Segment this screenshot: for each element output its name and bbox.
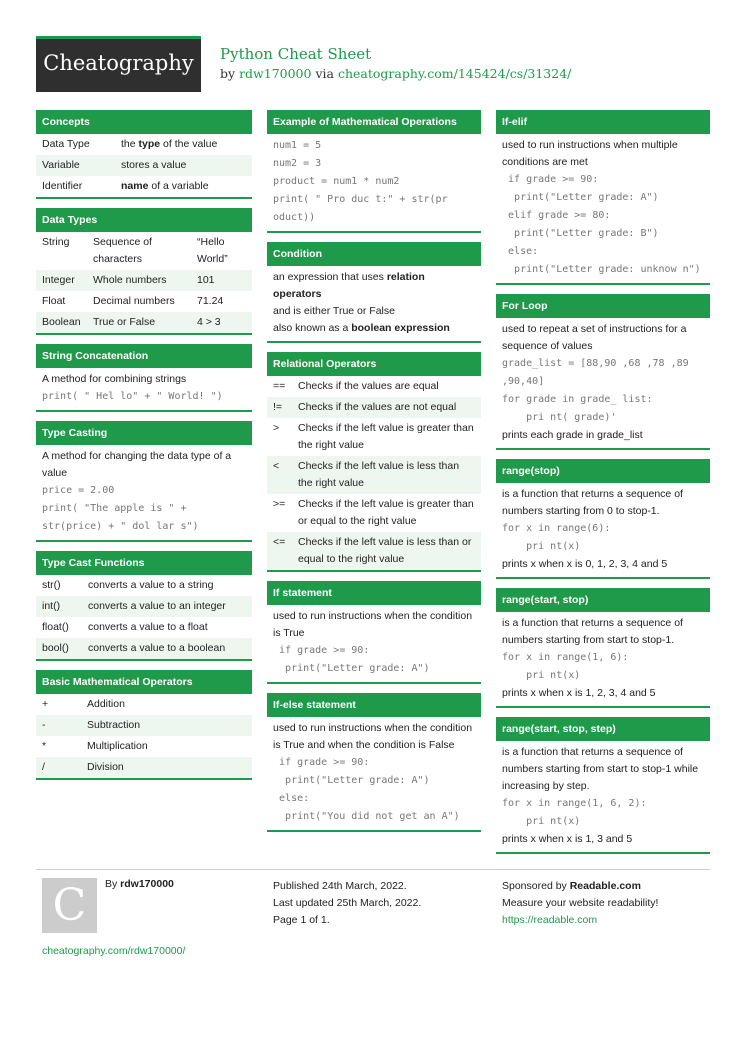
sponsor-tagline: Measure your website readability! [502,897,659,909]
function-name: float() [42,621,69,633]
section-note: prints x when x is 1, 3 and 5 [502,833,633,845]
relational-operators-section [267,352,481,572]
type-desc: Whole numbers [93,274,167,286]
type-name: Boolean [42,316,81,328]
sheet-url-link[interactable]: cheatography.com/145424/cs/31324/ [337,66,572,81]
operator: * [42,740,47,752]
sponsor-name[interactable]: Readable.com [569,880,641,892]
operator: <= [273,536,286,548]
page-footer [36,869,710,957]
section-description: is a function that returns a sequence of numbers starting from 0 to stop-1. [502,488,683,517]
page-title: Python Cheat Sheet [220,45,372,63]
type-desc: Decimal numbers [93,295,175,307]
section-header: Type Cast Functions [36,551,252,575]
byline [220,66,571,81]
section-description: is a function that returns a sequence of numbers starting from start to stop-1 while increasing by step. [502,746,699,792]
author-link[interactable]: rdw170000 [239,66,312,81]
range-start-stop-section [496,588,710,708]
table-row [36,270,252,291]
table-row [36,757,252,778]
code-snippet: grade_list = [88,90 ,68 ,78 ,89 ,90,40] for grade in grade_ list: pri nt( grade)' [502,358,689,423]
operator: == [273,380,286,392]
table-row [267,376,481,397]
if-else-section [267,693,481,832]
table-row [36,694,252,715]
function-desc: converts a value to a string [88,579,214,591]
section-header: Basic Mathematical Operators [36,670,252,694]
sponsor-line: Sponsored by Readable.com [502,880,641,892]
code-snippet: if grade >= 90: print("Letter grade: A") [279,645,430,674]
code-snippet: num1 = 5 num2 = 3 product = num1 * num2 print( " Pro duc t:" + str(pr oduct)) [273,140,448,223]
table-row [36,291,252,312]
table-row [267,397,481,418]
published-date: Published 24th March, 2022. [273,880,407,892]
type-cast-functions-section [36,551,252,661]
table-row [36,617,252,638]
code-snippet: if grade >= 90: print("Letter grade: A") elif grade >= 80: print("Letter grade: B") else: print("Letter grade: unknow n") [508,174,701,275]
table-row [36,575,252,596]
updated-date: Last updated 25th March, 2022. [273,897,422,909]
term: Variable [42,159,80,171]
condition-line: also known as a boolean expression [273,322,450,334]
operator-desc: Checks if the left value is greater than or equal to the right value [298,498,474,527]
code-snippet: if grade >= 90: print("Letter grade: A") else: print("You did not get an A") [279,757,460,822]
section-header: If-else statement [267,693,481,717]
table-row [36,736,252,757]
operator: != [273,401,283,413]
function-name: str() [42,579,61,591]
operator: + [42,698,49,710]
function-desc: converts a value to a boolean [88,642,226,654]
table-row [267,532,481,570]
condition-section [267,242,481,343]
operator-name: Multiplication [87,740,148,752]
code-snippet: price = 2.00 print( "The apple is " + str(price) + " dol lar s") [42,485,199,532]
type-example: “Hello World” [197,236,228,265]
condition-line: and is either True or False [273,305,395,317]
footer-author: By rdw170000 [105,878,174,890]
section-header: Example of Mathematical Operations [267,110,481,134]
type-desc: True or False [93,316,156,328]
section-description: A method for combining strings [42,373,187,385]
footer-author-name[interactable]: rdw170000 [120,878,174,890]
section-header: For Loop [496,294,710,318]
code-snippet: print( " Hel lo" + " World! ") [42,391,223,402]
type-name: Float [42,295,66,307]
operator: - [42,719,46,731]
definition: name of a variable [121,180,209,192]
table-row [36,312,252,333]
type-example: 101 [197,274,215,286]
section-header: Data Types [36,208,252,232]
operator-desc: Checks if the left value is less than the right value [298,460,460,489]
type-example: 71.24 [197,295,224,307]
page-count: Page 1 of 1. [273,914,330,926]
section-header: If statement [267,581,481,605]
operator-name: Addition [87,698,125,710]
logo-text: Cheatography [43,51,194,75]
section-description: used to run instructions when the condition is True [273,610,473,639]
avatar[interactable]: C [42,878,97,933]
byline-via: via [315,66,334,81]
section-header: Condition [267,242,481,266]
section-header: range(stop) [496,459,710,483]
range-start-stop-step-section [496,717,710,854]
if-elif-section [496,110,710,285]
section-description: used to run instructions when the condition is True and when the condition is False [273,722,473,751]
basic-math-operators-section [36,670,252,780]
code-snippet: for x in range(1, 6): pri nt(x) [502,652,629,681]
section-header: String Concatenation [36,344,252,368]
section-header: Type Casting [36,421,252,445]
section-description: A method for changing the data type of a value [42,450,232,479]
data-types-section [36,208,252,335]
term: Data Type [42,138,90,150]
code-snippet: for x in range(6): pri nt(x) [502,523,611,552]
operator-desc: Checks if the values are equal [298,380,439,392]
type-desc: Sequence of characters [93,236,152,265]
definition: the type of the value [121,138,218,150]
definition: stores a value [121,159,187,171]
math-example-section [267,110,481,233]
function-desc: converts a value to a float [88,621,208,633]
table-row [36,638,252,659]
operator-desc: Checks if the left value is greater than the right value [298,422,474,451]
section-header: range(start, stop, step) [496,717,710,741]
table-row [267,456,481,494]
byline-by: by [220,66,236,81]
operator-desc: Checks if the left value is less than or equal to the right value [298,536,472,565]
author-profile-link[interactable]: cheatography.com/rdw170000/ [42,945,186,957]
type-name: String [42,236,70,248]
section-header: If-elif [496,110,710,134]
section-note: prints x when x is 0, 1, 2, 3, 4 and 5 [502,558,668,570]
operator-name: Division [87,761,124,773]
code-snippet: for x in range(1, 6, 2): pri nt(x) [502,798,647,827]
section-header: Relational Operators [267,352,481,376]
type-casting-section [36,421,252,542]
operator: / [42,761,45,773]
section-note: prints each grade in grade_list [502,429,643,441]
table-row [267,418,481,456]
function-name: int() [42,600,61,612]
type-name: Integer [42,274,75,286]
operator-desc: Checks if the values are not equal [298,401,457,413]
term: Identifier [42,180,83,192]
function-name: bool() [42,642,69,654]
string-concatenation-section [36,344,252,412]
type-example: 4 > 3 [197,316,221,328]
for-loop-section [496,294,710,450]
table-row [36,596,252,617]
table-row [267,494,481,532]
table-row [36,176,252,197]
section-header: Concepts [36,110,252,134]
concepts-section [36,110,252,199]
section-description: used to run instructions when multiple conditions are met [502,139,678,168]
section-description: used to repeat a set of instructions for a sequence of values [502,323,687,352]
table-row [36,134,252,155]
operator: > [273,422,280,434]
section-note: prints x when x is 1, 2, 3, 4 and 5 [502,687,656,699]
operator-name: Subtraction [87,719,141,731]
function-desc: converts a value to an integer [88,600,226,612]
sponsor-link[interactable]: https://readable.com [502,914,598,926]
operator: >= [273,498,286,510]
operator: < [273,460,280,472]
section-description: is a function that returns a sequence of numbers starting from start to stop-1. [502,617,683,646]
cheatography-logo[interactable] [36,36,201,92]
table-row [36,232,252,270]
table-row [36,715,252,736]
range-stop-section [496,459,710,579]
condition-line: an expression that uses relation operators [273,271,425,300]
section-header: range(start, stop) [496,588,710,612]
table-row [36,155,252,176]
if-statement-section [267,581,481,684]
